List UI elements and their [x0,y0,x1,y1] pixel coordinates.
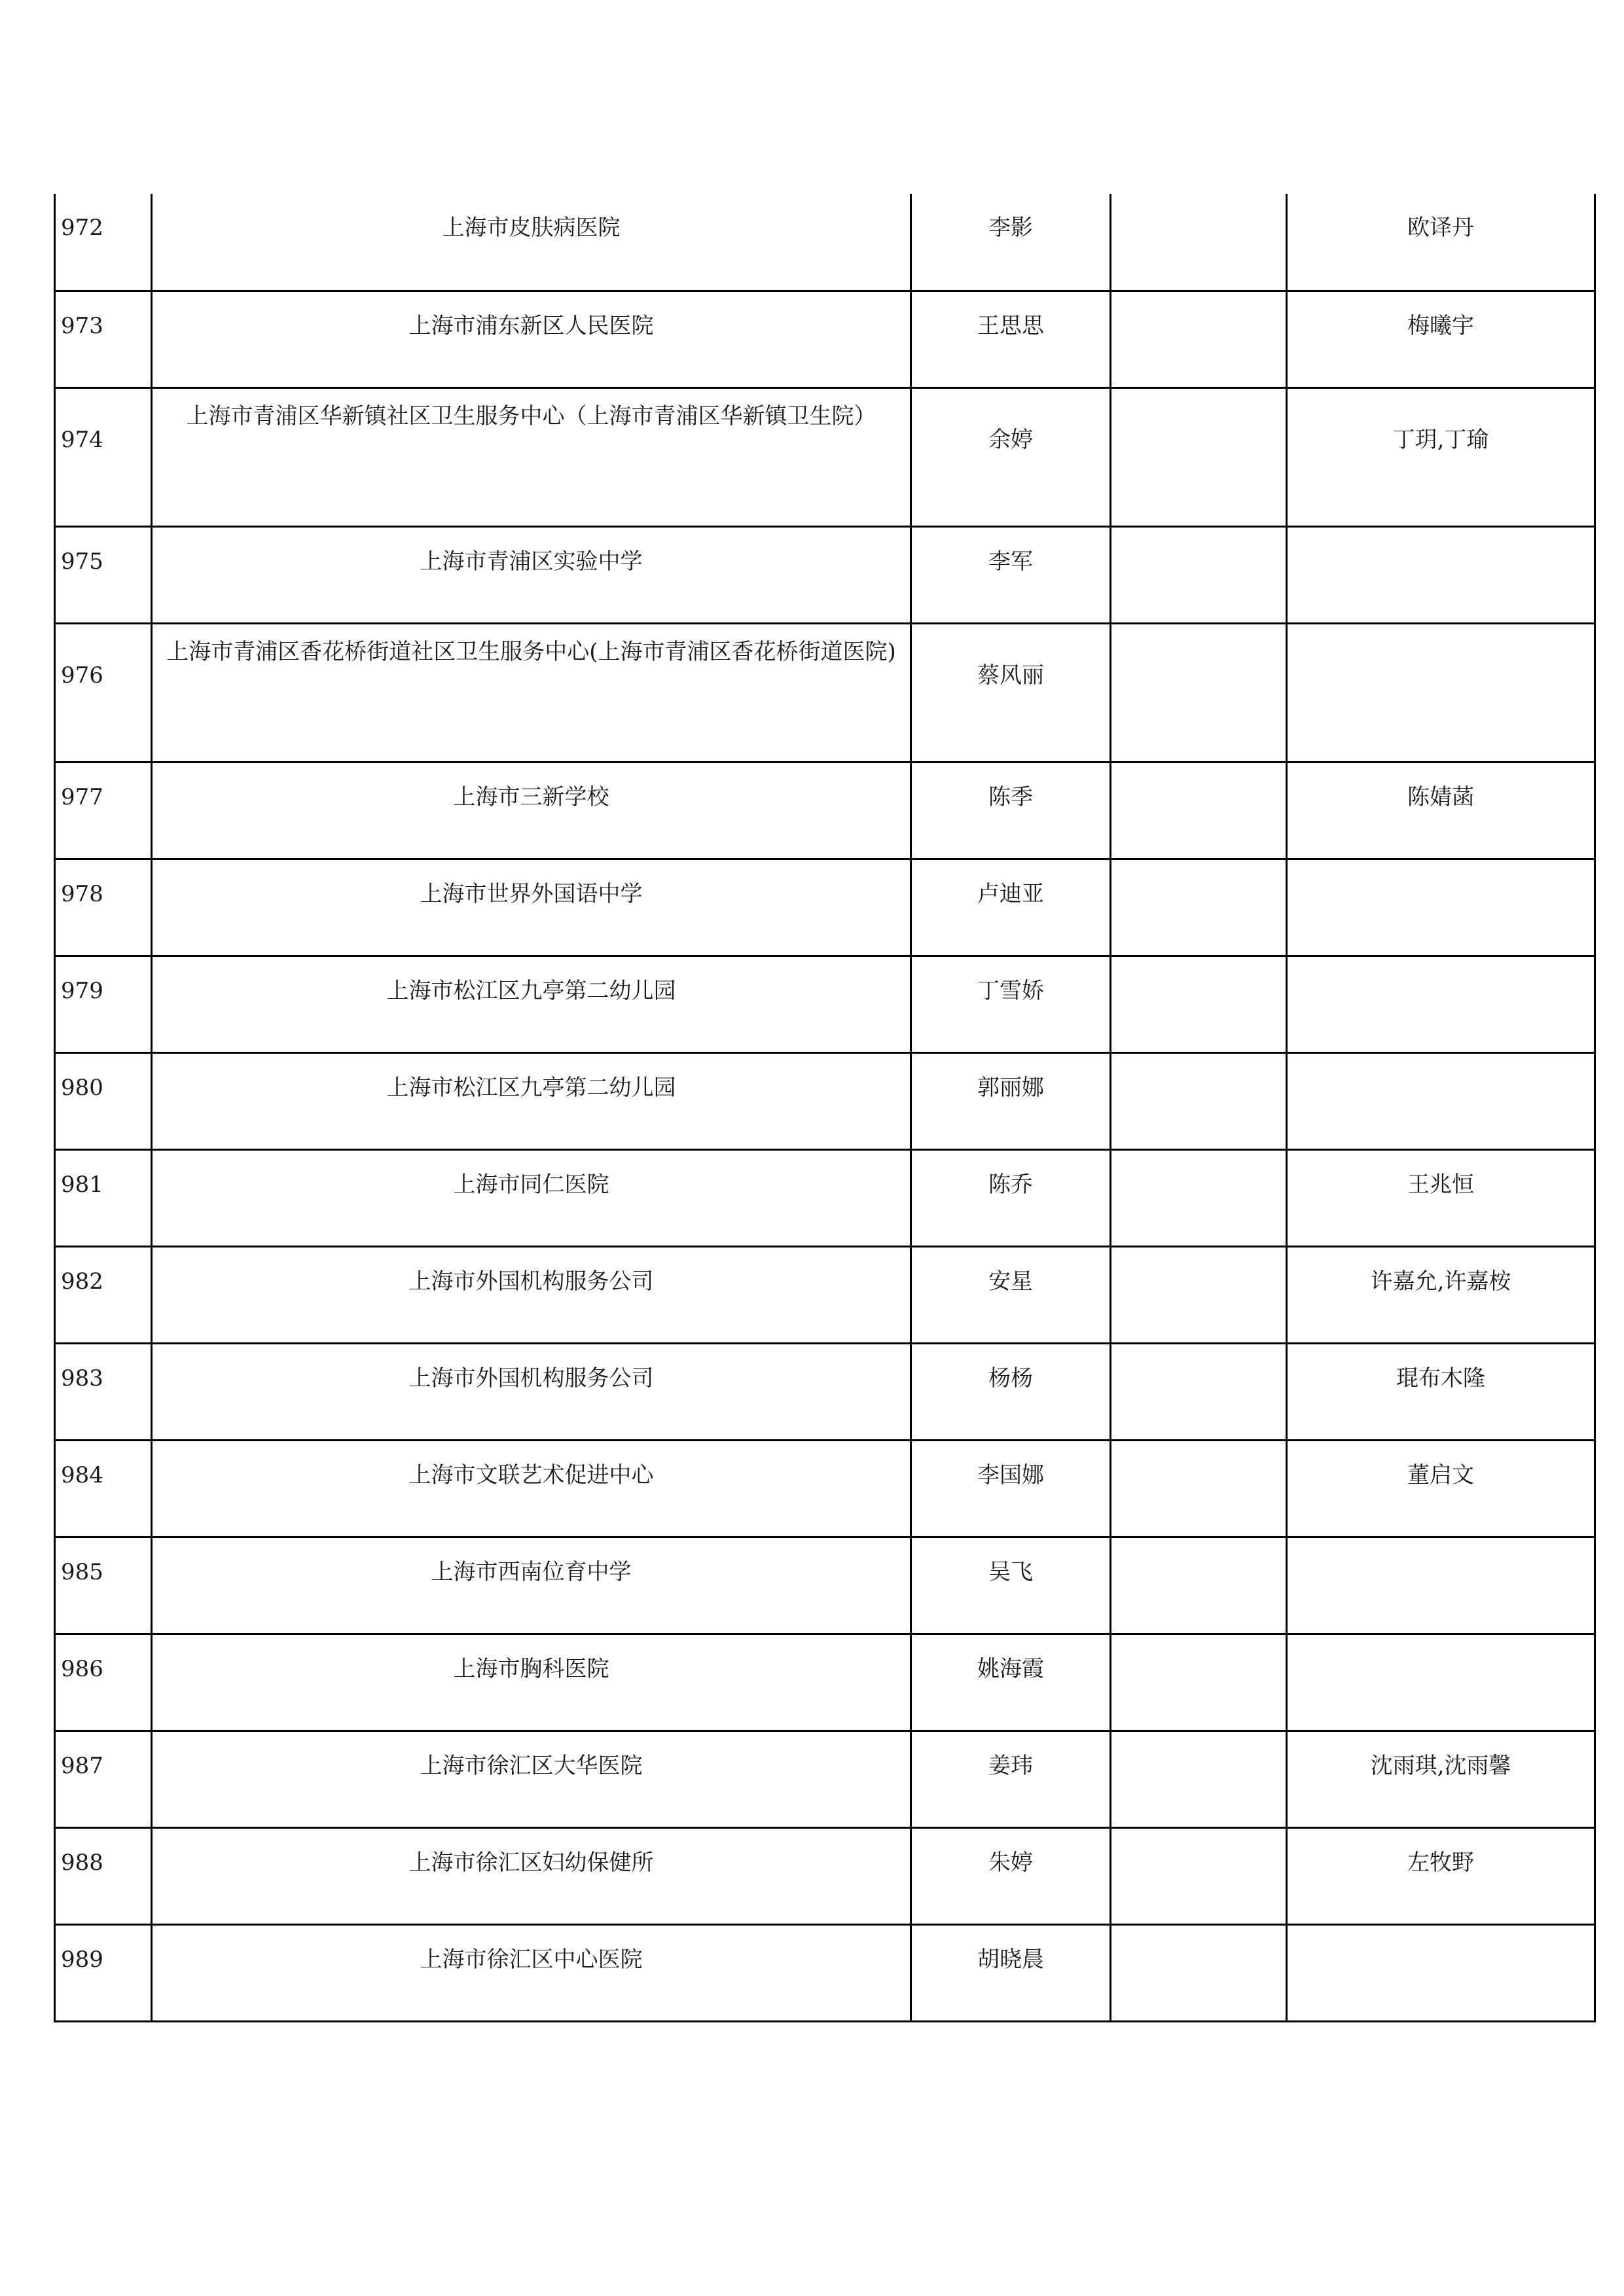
table-row [55,1246,1595,1343]
blank-cell [1111,956,1287,1052]
blank-cell [1111,291,1287,387]
blank-cell [1111,1343,1287,1440]
blank-cell [1111,1246,1287,1343]
blank-cell [1111,1634,1287,1731]
name-cell: 姚海霞 [911,1634,1111,1731]
unit-cell: 上海市世界外国语中学 [152,859,911,956]
children-cell [1287,1537,1595,1634]
blank-cell [1111,859,1287,956]
row-number-cell: 974 [55,387,152,526]
blank-cell [1111,623,1287,762]
table-row [55,762,1595,859]
blank-cell [1111,1537,1287,1634]
name-cell: 吴飞 [911,1537,1111,1634]
roster-table-body [55,194,1595,2021]
table-row [55,194,1595,291]
blank-cell [1111,1827,1287,1924]
blank-cell [1111,1440,1287,1537]
children-cell [1287,526,1595,623]
unit-cell: 上海市青浦区香花桥街道社区卫生服务中心(上海市青浦区香花桥街道医院) [152,623,911,762]
name-cell: 李军 [911,526,1111,623]
row-number-cell: 977 [55,762,152,859]
children-cell: 琨布木隆 [1287,1343,1595,1440]
table-row [55,859,1595,956]
table-row [55,1440,1595,1537]
name-cell: 陈季 [911,762,1111,859]
row-number-cell: 980 [55,1052,152,1149]
children-cell [1287,1052,1595,1149]
unit-cell: 上海市徐汇区大华医院 [152,1731,911,1827]
blank-cell [1111,1149,1287,1246]
row-number-cell: 981 [55,1149,152,1246]
name-cell: 陈乔 [911,1149,1111,1246]
row-number-cell: 982 [55,1246,152,1343]
blank-cell [1111,1731,1287,1827]
blank-cell [1111,526,1287,623]
children-cell: 王兆恒 [1287,1149,1595,1246]
row-number-cell: 987 [55,1731,152,1827]
name-cell: 余婷 [911,387,1111,526]
unit-cell: 上海市西南位育中学 [152,1537,911,1634]
children-cell: 丁玥,丁瑜 [1287,387,1595,526]
name-cell: 王思思 [911,291,1111,387]
unit-cell: 上海市外国机构服务公司 [152,1246,911,1343]
blank-cell [1111,762,1287,859]
name-cell: 杨杨 [911,1343,1111,1440]
unit-cell: 上海市外国机构服务公司 [152,1343,911,1440]
unit-cell: 上海市文联艺术促进中心 [152,1440,911,1537]
table-row [55,1149,1595,1246]
name-cell: 李影 [911,194,1111,291]
blank-cell [1111,1052,1287,1149]
unit-cell: 上海市皮肤病医院 [152,194,911,291]
children-cell: 左牧野 [1287,1827,1595,1924]
children-cell [1287,1924,1595,2021]
row-number-cell: 989 [55,1924,152,2021]
unit-cell: 上海市青浦区实验中学 [152,526,911,623]
row-number-cell: 972 [55,194,152,291]
children-cell: 陈婧菡 [1287,762,1595,859]
name-cell: 李国娜 [911,1440,1111,1537]
row-number-cell: 975 [55,526,152,623]
name-cell: 胡晓晨 [911,1924,1111,2021]
unit-cell: 上海市松江区九亭第二幼儿园 [152,956,911,1052]
children-cell: 欧译丹 [1287,194,1595,291]
children-cell: 董启文 [1287,1440,1595,1537]
children-cell [1287,623,1595,762]
name-cell: 郭丽娜 [911,1052,1111,1149]
children-cell [1287,956,1595,1052]
row-number-cell: 984 [55,1440,152,1537]
children-cell: 梅曦宇 [1287,291,1595,387]
table-row [55,1343,1595,1440]
row-number-cell: 985 [55,1537,152,1634]
name-cell: 蔡风丽 [911,623,1111,762]
children-cell [1287,859,1595,956]
unit-cell: 上海市三新学校 [152,762,911,859]
unit-cell: 上海市青浦区华新镇社区卫生服务中心（上海市青浦区华新镇卫生院） [152,387,911,526]
row-number-cell: 983 [55,1343,152,1440]
children-cell: 沈雨琪,沈雨馨 [1287,1731,1595,1827]
children-cell: 许嘉允,许嘉桉 [1287,1246,1595,1343]
blank-cell [1111,387,1287,526]
blank-cell [1111,194,1287,291]
unit-cell: 上海市浦东新区人民医院 [152,291,911,387]
table-row [55,1537,1595,1634]
table-row [55,526,1595,623]
table-row [55,1827,1595,1924]
unit-cell: 上海市松江区九亭第二幼儿园 [152,1052,911,1149]
unit-cell: 上海市徐汇区妇幼保健所 [152,1827,911,1924]
table-row [55,956,1595,1052]
row-number-cell: 976 [55,623,152,762]
row-number-cell: 979 [55,956,152,1052]
table-row [55,1634,1595,1731]
table-row [55,1052,1595,1149]
unit-cell: 上海市胸科医院 [152,1634,911,1731]
name-cell: 安星 [911,1246,1111,1343]
name-cell: 卢迪亚 [911,859,1111,956]
row-number-cell: 978 [55,859,152,956]
name-cell: 朱婷 [911,1827,1111,1924]
table-row [55,1924,1595,2021]
children-cell [1287,1634,1595,1731]
name-cell: 姜玮 [911,1731,1111,1827]
name-cell: 丁雪娇 [911,956,1111,1052]
table-row [55,623,1595,762]
unit-cell: 上海市同仁医院 [152,1149,911,1246]
row-number-cell: 986 [55,1634,152,1731]
unit-cell: 上海市徐汇区中心医院 [152,1924,911,2021]
row-number-cell: 973 [55,291,152,387]
table-row [55,1731,1595,1827]
table-row [55,387,1595,526]
table-row [55,291,1595,387]
row-number-cell: 988 [55,1827,152,1924]
blank-cell [1111,1924,1287,2021]
roster-table [54,194,1596,2022]
